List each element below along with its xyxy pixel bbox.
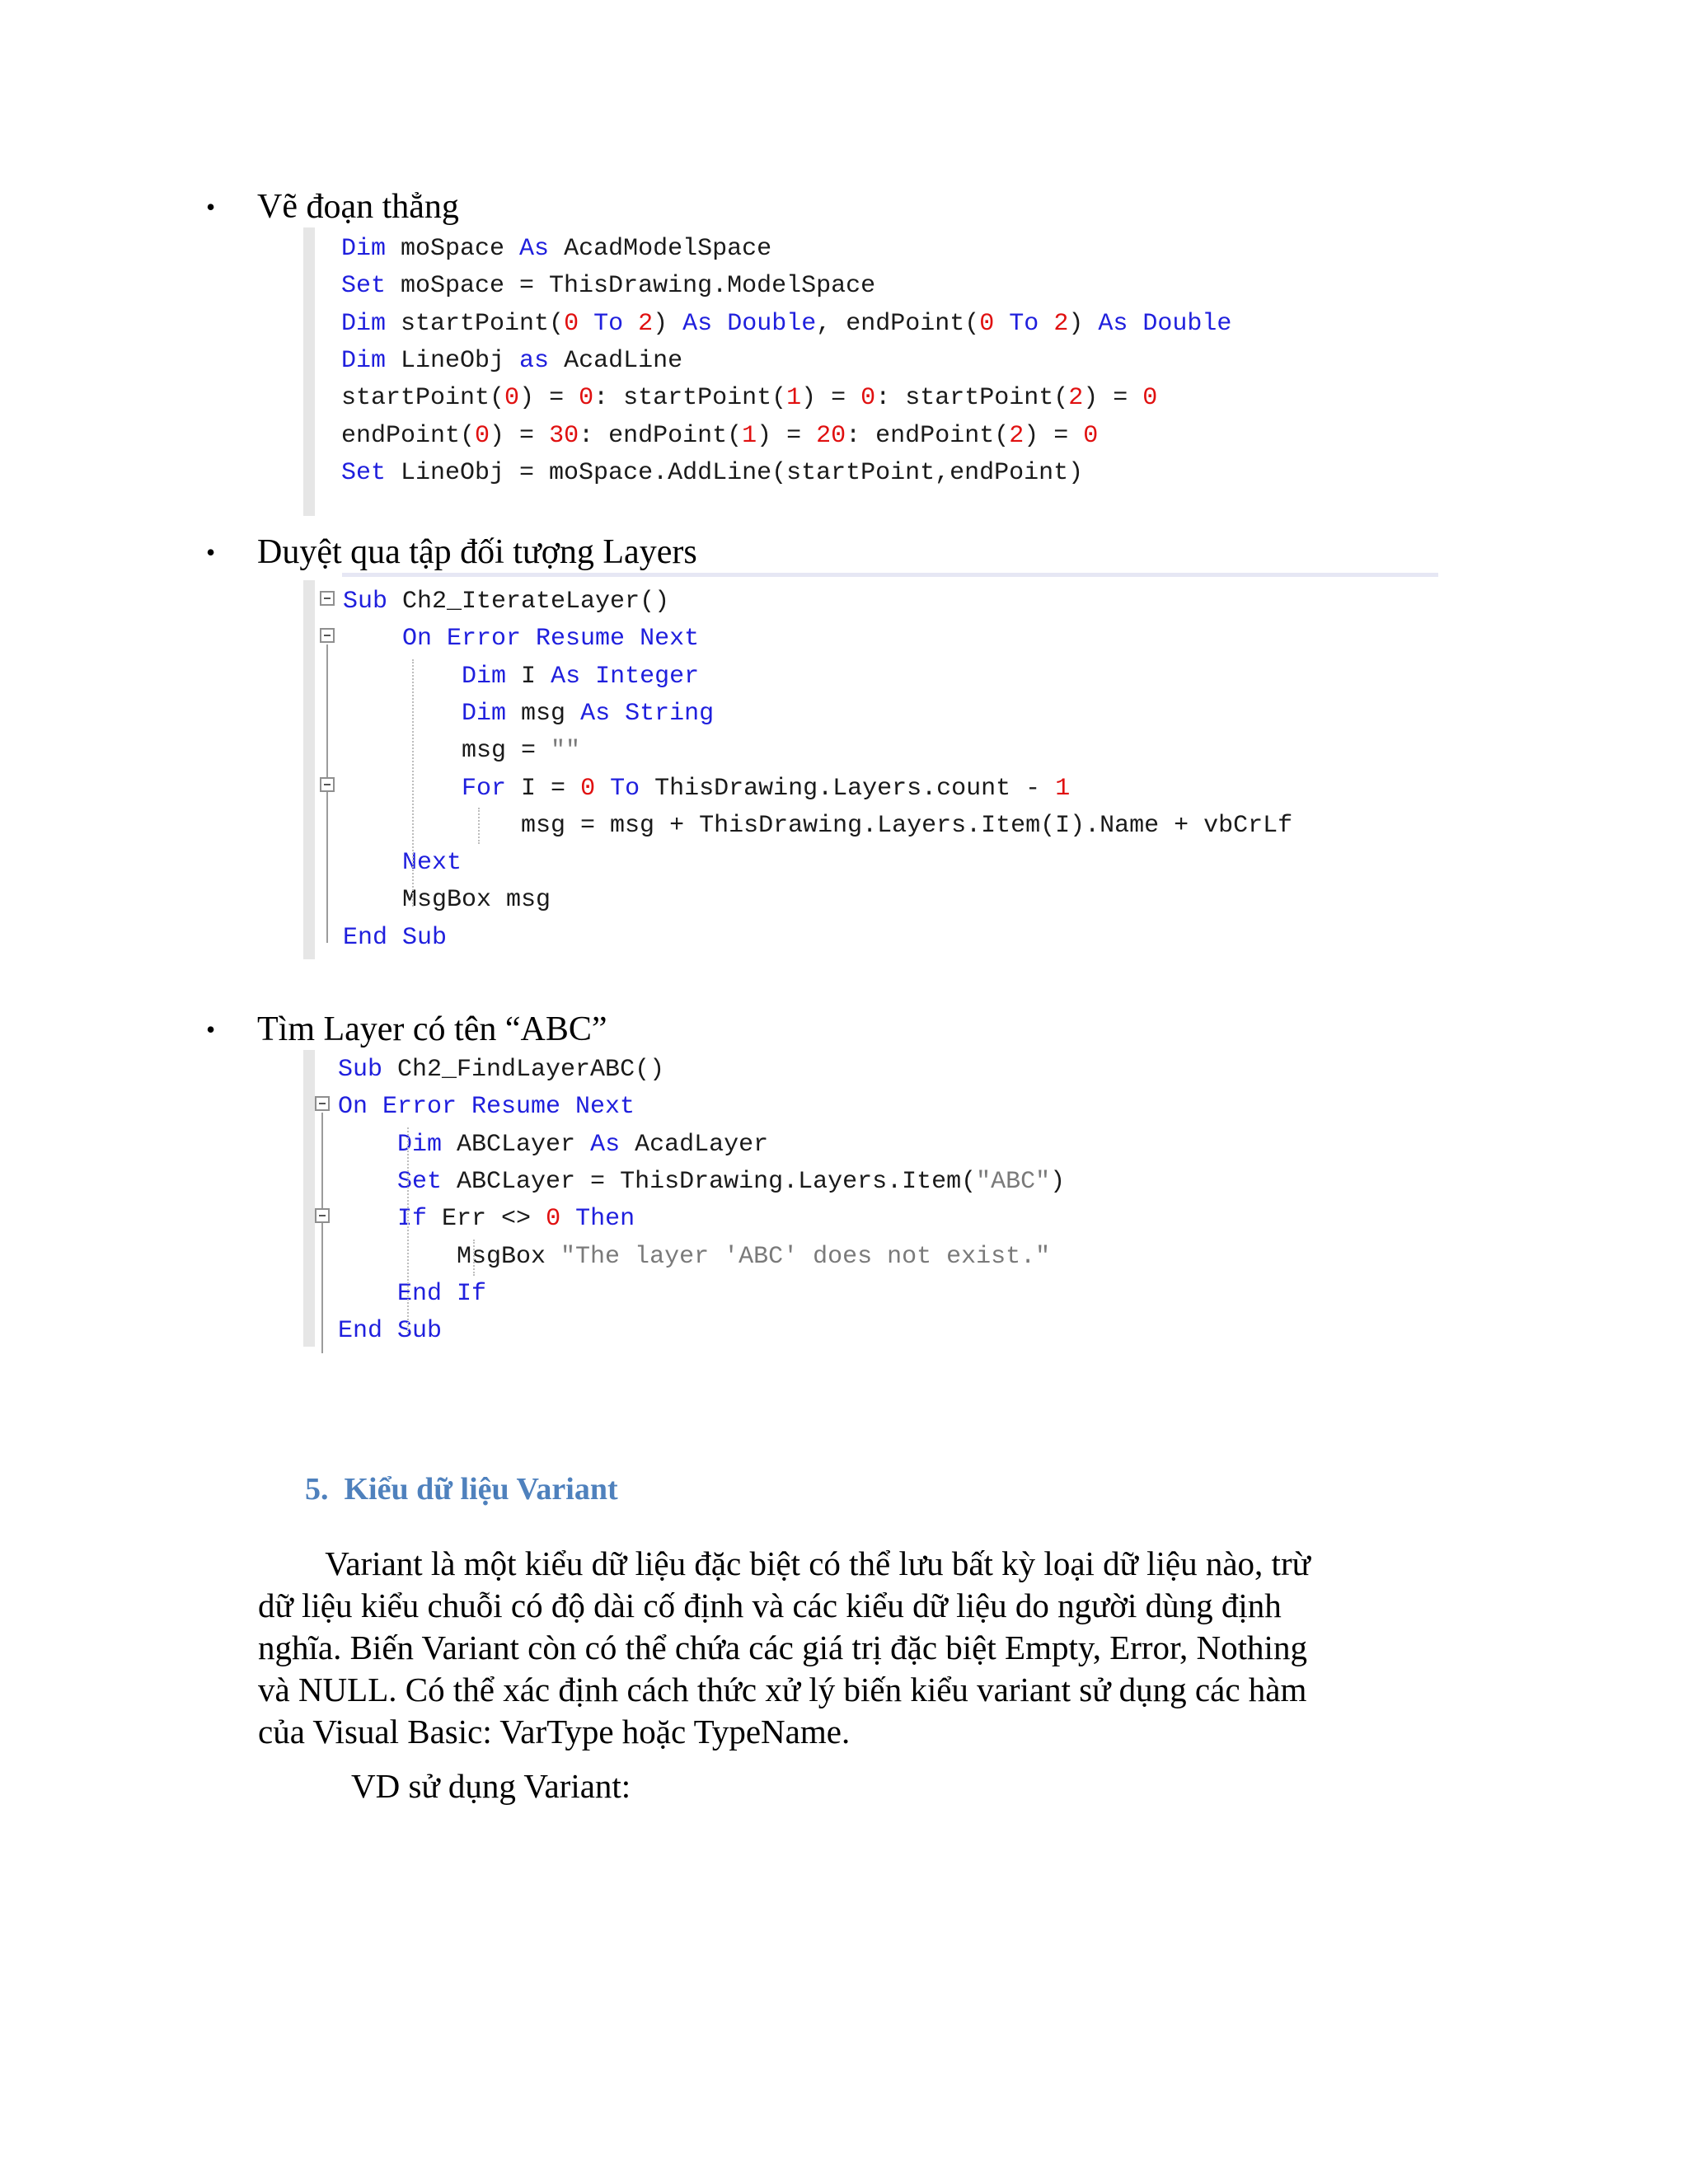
code-gutter	[303, 227, 315, 516]
code-token: Dim	[341, 235, 387, 263]
code-token: : endPoint(	[846, 421, 1010, 450]
code-token	[1039, 310, 1053, 338]
code-token	[343, 700, 462, 728]
code-token	[994, 310, 1009, 338]
paragraph-line: và NULL. Có thể xác định cách thức xử lý biến kiểu variant sử dụng các hàm	[258, 1671, 1307, 1708]
code-token: 20	[816, 421, 846, 450]
code-token: Set	[397, 1167, 443, 1196]
code-token: On Error Resume Next	[338, 1093, 635, 1122]
code-token	[712, 310, 727, 338]
code-line	[343, 621, 699, 657]
fold-toggle-icon[interactable]	[315, 1208, 330, 1223]
code-token: Ch2_FindLayerABC()	[382, 1056, 665, 1084]
code-token: MsgBox	[338, 1242, 561, 1271]
code-line	[343, 845, 462, 881]
variant-paragraph	[258, 1543, 1428, 1753]
code-token: Double	[1142, 309, 1232, 338]
code-token: ABCLayer	[442, 1130, 591, 1159]
code-block-draw-line	[303, 227, 1457, 516]
code-token	[338, 1280, 397, 1308]
bullet-text: Tìm Layer có tên “ABC”	[257, 1010, 607, 1048]
code-token: 2	[638, 309, 654, 338]
code-token: I	[506, 662, 551, 691]
code-line	[338, 1164, 1065, 1200]
code-token: Set	[341, 272, 387, 301]
paragraph-line: Variant là một kiểu dữ liệu đặc biệt có thể lưu bất kỳ loại dữ liệu nào, trừ	[258, 1544, 1311, 1582]
code-token	[343, 663, 462, 691]
code-token: 2	[1053, 309, 1069, 338]
fold-guide-line	[321, 1113, 323, 1353]
code-line	[343, 920, 447, 956]
indent-guide	[412, 659, 414, 907]
code-line	[338, 1276, 486, 1312]
fold-toggle-icon[interactable]	[320, 777, 335, 792]
section-title-text: Kiểu dữ liệu Variant	[344, 1472, 618, 1507]
code-token: msg = msg + ThisDrawing.Layers.Item(I).Name + vbCrLf	[343, 811, 1293, 840]
code-token: Dim	[397, 1130, 443, 1159]
code-gutter	[303, 1050, 315, 1347]
code-token: moSpace = ThisDrawing.ModelSpace	[386, 272, 876, 301]
bullet-icon: •	[206, 192, 216, 222]
code-token: 0	[579, 384, 594, 413]
code-token: As	[551, 662, 581, 691]
paragraph-line: của Visual Basic: VarType hoặc TypeName.	[258, 1713, 851, 1750]
code-token: startPoint(	[386, 309, 565, 338]
code-token: Set	[341, 458, 387, 487]
code-line	[341, 306, 1231, 342]
code-token: 0	[546, 1205, 561, 1234]
code-token: On Error Resume Next	[402, 625, 700, 654]
section-number: 5.	[305, 1472, 329, 1507]
code-token: Integer	[595, 662, 700, 691]
code-token: Sub	[343, 588, 388, 616]
fold-toggle-icon[interactable]	[315, 1096, 330, 1111]
paragraph-line: nghĩa. Biến Variant còn có thể chứa các giá trị đặc biệt Empty, Error, Nothing	[258, 1629, 1307, 1666]
code-token: )	[1068, 309, 1099, 338]
code-block-find-layer	[303, 1050, 1457, 1347]
code-token: As	[580, 699, 611, 728]
code-line	[343, 696, 714, 732]
bullet-text: Vẽ đoạn thẳng	[257, 188, 459, 226]
code-token: 1	[786, 384, 802, 413]
code-token	[338, 1168, 397, 1196]
code-token: Err <>	[427, 1205, 546, 1234]
code-line	[343, 733, 580, 769]
code-token: To	[610, 774, 640, 803]
code-token	[610, 700, 625, 728]
code-token: Then	[575, 1205, 635, 1234]
code-token	[343, 775, 462, 803]
indent-guide	[478, 808, 480, 844]
code-token	[579, 310, 593, 338]
code-token: ABCLayer = ThisDrawing.Layers.Item(	[442, 1167, 977, 1196]
code-line	[338, 1201, 635, 1237]
code-token: If	[397, 1205, 428, 1234]
fold-toggle-icon[interactable]	[320, 628, 335, 643]
code-token: AcadLine	[549, 346, 683, 375]
code-token: Sub	[338, 1056, 383, 1084]
code-token: moSpace	[386, 235, 520, 263]
fold-toggle-icon[interactable]	[320, 591, 335, 606]
fold-guide-line	[326, 644, 328, 943]
code-gutter	[303, 580, 315, 959]
code-token: msg =	[343, 737, 551, 766]
code-line	[343, 808, 1292, 844]
code-line	[338, 1313, 442, 1349]
code-token: : startPoint(	[593, 384, 787, 413]
code-line	[338, 1239, 1050, 1275]
code-line	[341, 231, 771, 267]
code-token: Ch2_IterateLayer()	[387, 588, 670, 616]
code-token: ) =	[757, 421, 817, 450]
code-token	[623, 310, 638, 338]
code-token	[595, 775, 610, 803]
code-token: "The layer 'ABC' does not exist."	[560, 1242, 1051, 1271]
code-token: , endPoint(	[816, 309, 980, 338]
code-line	[343, 658, 699, 695]
code-line	[341, 343, 682, 379]
code-token: ThisDrawing.Layers.count -	[640, 774, 1056, 803]
code-token: Double	[727, 309, 817, 338]
indent-guide	[473, 1240, 475, 1276]
example-line: VD sử dụng Variant:	[351, 1767, 631, 1805]
code-token: 0	[860, 384, 876, 413]
code-token	[343, 849, 402, 877]
code-line	[343, 882, 551, 918]
bullet-heading-iterate-layers	[206, 532, 697, 573]
bullet-text: Duyệt qua tập đối tượng Layers	[257, 533, 697, 571]
code-token: : startPoint(	[875, 384, 1069, 413]
code-line	[341, 380, 1157, 416]
code-token: 1	[1055, 774, 1071, 803]
indent-guide	[407, 1127, 409, 1333]
code-token: 2	[1068, 384, 1084, 413]
code-line	[341, 418, 1098, 454]
code-token: 0	[979, 309, 995, 338]
code-line	[338, 1052, 664, 1088]
code-block-iterate-layers	[303, 580, 1457, 959]
code-token	[338, 1131, 397, 1159]
code-token: As	[590, 1130, 621, 1159]
code-token: Dim	[341, 309, 387, 338]
bullet-icon: •	[206, 1015, 216, 1044]
code-token: 0	[475, 421, 490, 450]
code-line	[343, 771, 1070, 807]
code-line	[341, 455, 1083, 491]
code-token	[580, 663, 595, 691]
code-token: Dim	[341, 346, 387, 375]
code-token: As	[1098, 309, 1128, 338]
code-line	[338, 1127, 768, 1163]
code-token: As	[519, 235, 550, 263]
bullet-icon: •	[206, 537, 216, 567]
code-token: LineObj	[386, 346, 520, 375]
code-token	[343, 625, 402, 653]
code-token: ""	[551, 737, 581, 766]
code-token: )	[1050, 1167, 1066, 1196]
code-token: 1	[742, 421, 757, 450]
code-token: as	[519, 346, 550, 375]
code-token: ) =	[490, 421, 550, 450]
code-token: Dim	[462, 699, 507, 728]
code-token	[560, 1205, 575, 1233]
paragraph-line: dữ liệu kiểu chuỗi có độ dài cố định và các kiểu dữ liệu do người dùng định	[258, 1586, 1282, 1624]
code-token: ) =	[801, 384, 861, 413]
code-token	[338, 1205, 397, 1233]
code-token: msg	[506, 699, 581, 728]
example-paragraph	[351, 1765, 1522, 1807]
code-token: End Sub	[338, 1317, 443, 1346]
code-token: 0	[580, 774, 596, 803]
code-token: startPoint(	[341, 384, 505, 413]
code-token: 0	[1142, 384, 1158, 413]
code-token: endPoint(	[341, 421, 476, 450]
code-token: To	[1009, 309, 1039, 338]
code-token: 0	[1083, 421, 1099, 450]
code-token: MsgBox msg	[343, 886, 551, 915]
code-token: I =	[506, 774, 581, 803]
bullet-heading-draw-line	[206, 186, 459, 227]
code-token: LineObj = moSpace.AddLine(startPoint,endPoint)	[386, 458, 1084, 487]
code-token: End Sub	[343, 923, 448, 952]
code-token: End If	[397, 1279, 487, 1308]
code-token: As	[682, 309, 713, 338]
code-token: "ABC"	[976, 1167, 1051, 1196]
bullet-heading-find-layer	[206, 1009, 607, 1050]
code-token: ) =	[1024, 421, 1084, 450]
code-token: String	[625, 699, 715, 728]
code-token: Dim	[462, 662, 507, 691]
code-token: 30	[549, 421, 579, 450]
code-token: 0	[504, 384, 520, 413]
section-heading	[305, 1469, 618, 1510]
code-token: To	[593, 309, 624, 338]
code-token: ) =	[519, 384, 579, 413]
code-token	[1128, 310, 1142, 338]
code-line	[338, 1089, 635, 1125]
code-token: : endPoint(	[579, 421, 743, 450]
code-token: 2	[1009, 421, 1025, 450]
code-token: Next	[402, 849, 462, 878]
code-line	[343, 583, 669, 620]
code-token: AcadModelSpace	[549, 235, 772, 263]
code-token: 0	[564, 309, 579, 338]
code-token: For	[462, 774, 507, 803]
code-token: )	[653, 309, 683, 338]
code-line	[341, 268, 875, 304]
code-token: AcadLayer	[620, 1130, 769, 1159]
divider	[342, 573, 1438, 577]
code-token: ) =	[1083, 384, 1143, 413]
